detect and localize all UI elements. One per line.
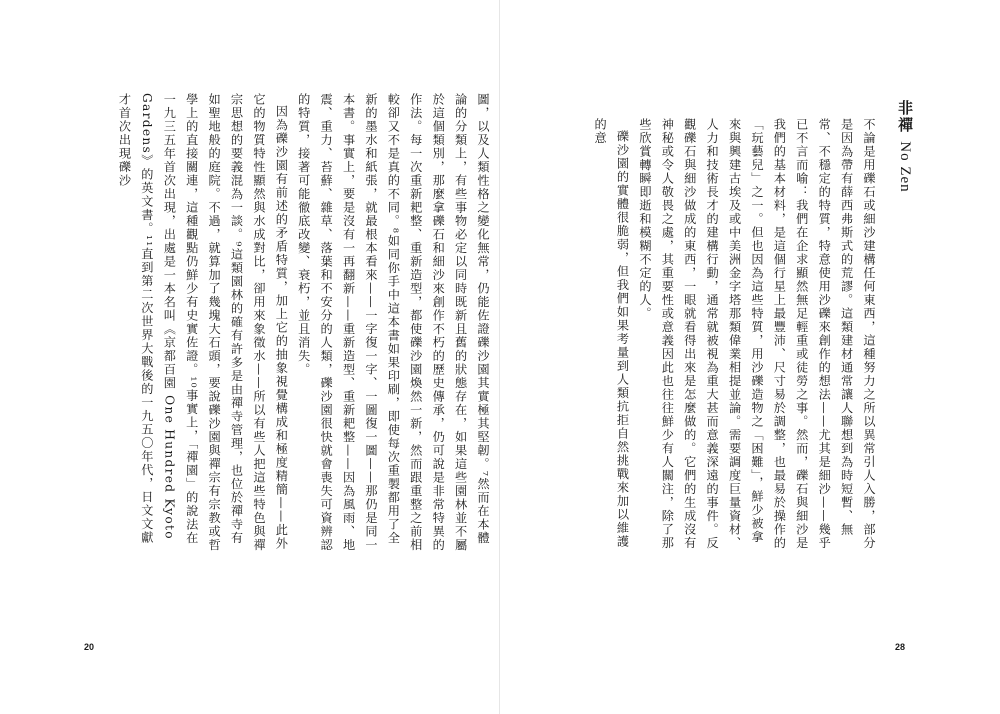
- right-page-body: [580, 118, 880, 552]
- left-paragraph-2: 因為礫沙園有前述的矛盾特質，加上它的抽象視覺構成和極度精簡——此外它的物質特性顯然與水成對比，卻用來象徵水——所以有些人把這些特色與禪宗思想的要義混為一談。⁹這類園林的確有許多是由禪寺管理，也位於禪寺有如聖地般的庭院。不過，就算加了幾塊大石頭，要說礫沙園與禪宗有宗教或哲學上的直接關連，這種觀點仍鮮少有史實佐證。¹⁰事實上，「禪園」的說法在一九三五年首次出現，出處是一本名叫《京都百園 One Hundred Kyoto Gardens》的英文書。¹¹直到第二次世界大戰後的一九五〇年代，日文文獻才首次出現礫沙: [117, 93, 289, 552]
- left-page-body: [117, 93, 494, 553]
- running-header-en: No Zen: [897, 141, 913, 193]
- left-page-number: 20: [84, 642, 95, 652]
- right-page-number: 28: [895, 642, 906, 652]
- right-paragraph-1: 不論是用礫石或細沙建構任何東西，這種努力之所以異常引人入勝，部分是因為帶有薛西弗斯式的荒謬。這類建材通常讓人聯想到為時短暫、無常、不穩定的特質，特意使用沙礫來創作的想法——尤其是細沙——幾乎已不言而喻：我們在企求顯然無足輕重或徒勞之事。然而，礫石與細沙是我們的基本材料，是這個行星上最豐沛、尺寸易於調整，也最易於操作的「玩藝兒」之一。但也因為這些特質，用沙礫造物之「困難」，鮮少被拿來與興建古埃及或中美洲金字塔那類偉業相提並論。需要調度巨量資材、人力和技術長才的建構行動，通常就被視為重大甚而意義深遠的事件。反觀礫石與細沙做成的東西，一眼就看得出來是怎麼做的。它們的生成沒有神秘或令人敬畏之處，其重要性或意義因此也往往鮮少有人關注，除了那些欣賞轉瞬即逝和模糊不定的人。: [637, 118, 876, 550]
- running-header-cn: 非禪: [896, 100, 914, 134]
- running-header: [895, 100, 916, 193]
- right-paragraph-2: 礫沙園的實體很脆弱，但我們如果考量到人類抗拒自然挑戰來加以維護的意: [593, 118, 630, 549]
- right-page: [500, 0, 1000, 714]
- left-paragraph-1: 圖，以及人類性格之變化無常，仍能佐證礫沙園其實極其堅韌。⁷然而在本體論的分類上，有些事物必定以同時既新且舊的狀態存在，如果這些園林並不屬於這個類別，那麼拿礫石和細沙來創作不朽的歷史傳承，仍可說是非常特異的作法。每一次重新耙整、重新造型，都使礫沙園煥然一新，然而跟重整之前相較卻又不是真的不同。⁸如同你手中這本書如果印刷，即使每次重製都用了全新的墨水和紙張，就最根本看來——一字復一字、一圖復一圖——那仍是同一本書。事實上，要是沒有一再翻新——重新造型、重新耙整——因為風雨、地震、重力、苔蘚、雜草、落葉和不安分的人類，礫沙園很快就會喪失可資辨認的特質，接著可能徹底改變、衰朽，並且消失。: [296, 93, 490, 552]
